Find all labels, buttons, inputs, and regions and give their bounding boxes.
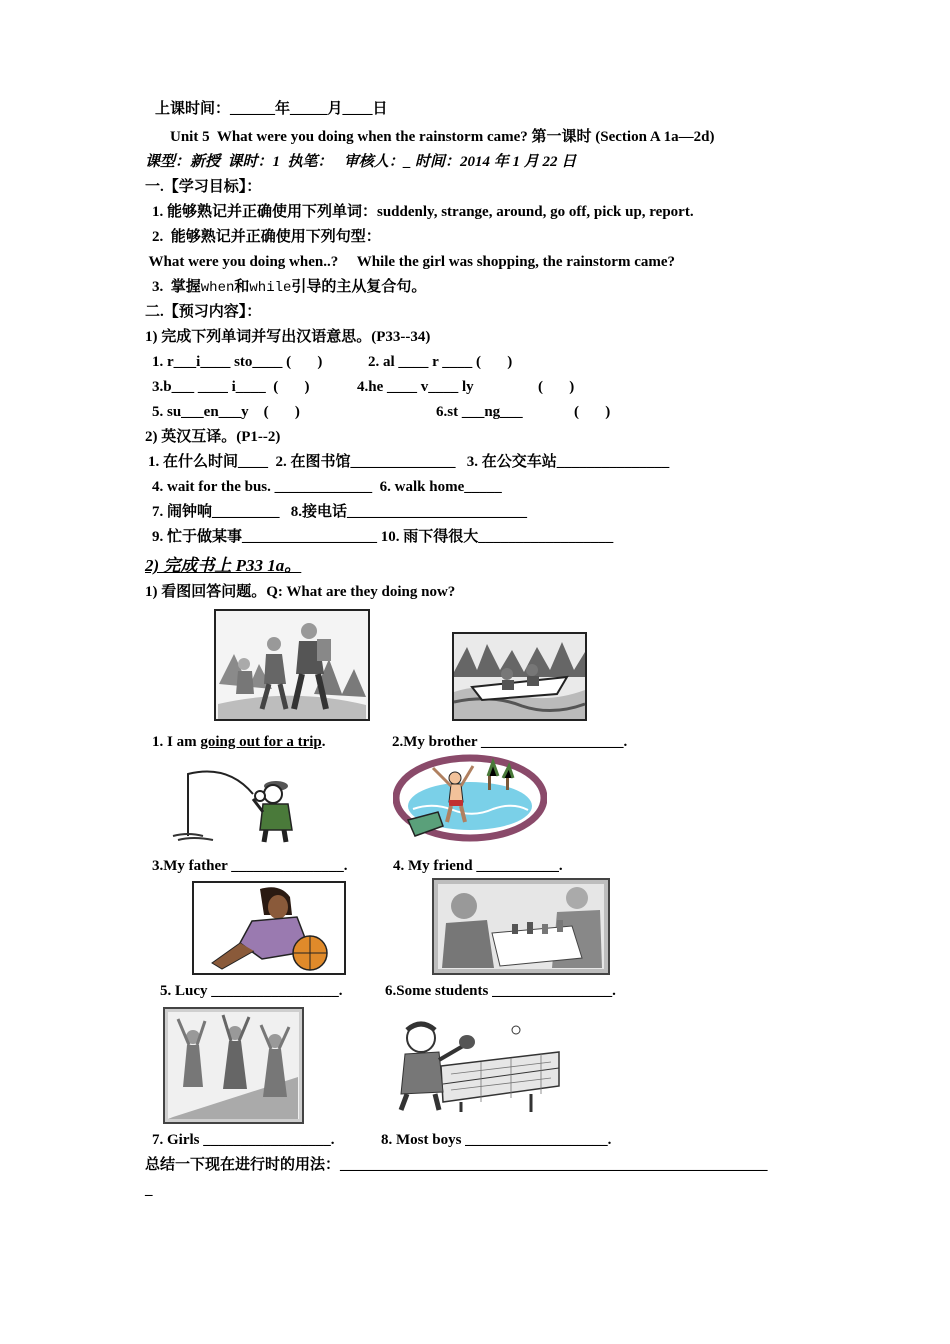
word-blank-4: 4.he ____ v____ ly bbox=[357, 379, 474, 395]
basketball-girl-picture bbox=[192, 881, 346, 975]
hikers-picture bbox=[214, 609, 370, 721]
goal-item-3-while: while bbox=[249, 280, 292, 296]
unit-title: Unit 5 What were you doing when the rainstorm came? 第一课时 (Section A 1a—2d) bbox=[170, 129, 715, 145]
goals-heading: 一.【学习目标】： bbox=[145, 179, 262, 195]
ping-pong-boy-picture bbox=[381, 1016, 563, 1112]
summary-line-continuation: _ bbox=[145, 1182, 153, 1198]
lesson-meta: 课型：新授 课时：1 执笔： 审核人：_ 时间：2014 年 1 月 22 日 bbox=[145, 154, 577, 170]
translation-row-1: 1. 在什么时间____ 2. 在图书馆______________ 3. 在公交车站_______________ bbox=[148, 454, 670, 470]
goal-item-3-and: 和 bbox=[234, 279, 250, 295]
answer-2: 2.My brother ___________________. bbox=[392, 734, 628, 750]
word-blank-4-meaning: ( ) bbox=[538, 379, 575, 395]
answer-1-prefix: 1. I am bbox=[152, 734, 201, 750]
goal-item-2: 2. 能够熟记并正确使用下列句型： bbox=[152, 229, 381, 245]
translation-row-4: 9. 忙于做某事__________________ 10. 雨下得很大__________________ bbox=[152, 529, 614, 545]
goal-item-1: 1. 能够熟记并正确使用下列单词：suddenly, strange, around, go off, pick up, report. bbox=[152, 204, 694, 220]
class-time: 上课时间：______年_____月____日 bbox=[155, 101, 388, 117]
goal-item-3-prefix: 3. 掌握 bbox=[152, 279, 201, 295]
book-heading: 2) 完成书上 P33 1a。 bbox=[145, 556, 302, 575]
preview-part1-title: 1) 完成下列单词并写出汉语意思。(P33--34) bbox=[145, 329, 431, 345]
answer-5: 5. Lucy _________________. bbox=[160, 983, 343, 999]
dancing-girls-picture bbox=[163, 1007, 304, 1124]
translation-row-2: 4. wait for the bus. _____________ 6. walk home_____ bbox=[152, 479, 502, 495]
word-blank-1: 1. r___i____ sto____ ( ) bbox=[152, 354, 323, 370]
word-blank-5: 5. su___en___y ( ) bbox=[152, 404, 300, 420]
answer-6: 6.Some students ________________. bbox=[385, 983, 616, 999]
preview-part2-title: 2) 英汉互译。(P1--2) bbox=[145, 429, 281, 445]
fishing-man-picture bbox=[168, 764, 298, 844]
answer-1 bbox=[152, 732, 326, 752]
chess-players-picture bbox=[432, 878, 610, 975]
answer-3: 3.My father _______________. bbox=[152, 858, 348, 874]
word-blank-6-meaning: ( ) bbox=[574, 404, 611, 420]
goal-item-3 bbox=[152, 277, 426, 298]
swimmer-diving-picture bbox=[393, 754, 547, 842]
answer-1-example: going out for a trip bbox=[200, 734, 322, 750]
goal-item-3-suffix: 引导的主从复合句。 bbox=[291, 279, 427, 295]
word-blank-2: 2. al ____ r ____ ( ) bbox=[368, 354, 513, 370]
answer-1-suffix: . bbox=[321, 734, 326, 750]
answer-4: 4. My friend ___________. bbox=[393, 858, 563, 874]
answer-7: 7. Girls _________________. bbox=[152, 1132, 335, 1148]
answer-8: 8. Most boys ___________________. bbox=[381, 1132, 612, 1148]
goal-item-3-when: when bbox=[200, 280, 235, 296]
goal-sentences: What were you doing when..? While the girl was shopping, the rainstorm came? bbox=[145, 254, 676, 270]
word-blank-3: 3.b___ ____ i____ ( ) bbox=[152, 379, 310, 395]
preview-heading: 二.【预习内容】： bbox=[145, 304, 262, 320]
question-title: 1) 看图回答问题。Q: What are they doing now? bbox=[145, 584, 456, 600]
boat-rafting-picture bbox=[452, 632, 587, 721]
translation-row-3: 7. 闹钟响_________ 8.接电话________________________ bbox=[152, 504, 528, 520]
summary-line: 总结一下现在进行时的用法：_________________________________________________________ bbox=[145, 1157, 768, 1173]
word-blank-6: 6.st ___ng___ bbox=[436, 404, 523, 420]
